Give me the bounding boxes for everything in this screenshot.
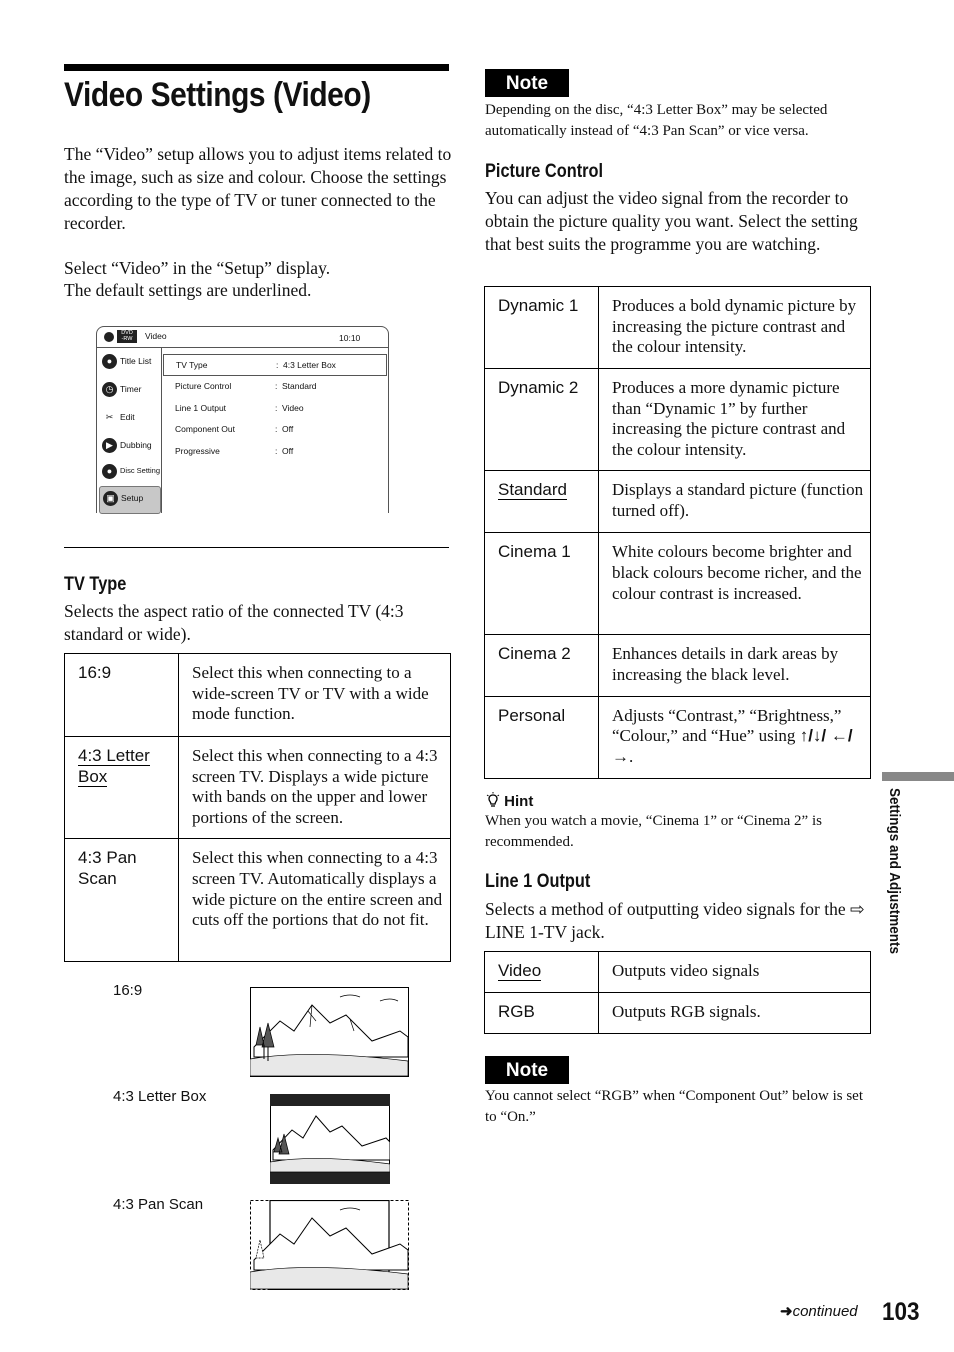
note-text: Depending on the disc, “4:3 Letter Box” may be selected automatically instead of “4:3 Pan Scan” or vice versa. [485,102,828,139]
page-title: Video Settings (Video) [64,76,371,114]
title-list-icon: ● [102,354,117,369]
dvd-rw-logo: DVD -RW [117,330,137,343]
setting-value: Off [282,446,294,456]
menu-item-setup[interactable] [99,486,161,514]
setup-menu [97,348,162,513]
select-instruction: Select “Video” in the “Setup” display. [64,258,331,278]
picture-control-table [484,286,871,779]
table-row [485,287,871,369]
screen-title: Video [145,331,167,341]
note-badge: Note [485,69,569,97]
note-badge: Note [485,1056,569,1084]
screen-top-bar [97,327,388,348]
table-row [485,952,871,993]
option-name: RGB [485,993,599,1034]
setting-row-picture-control[interactable]: Picture Control : Standard [175,381,317,391]
option-description: Enhances details in dark areas by increasing the black level. [599,635,871,696]
option-description: Select this when connecting to a wide-screen TV or TV with a wide mode function. [179,654,451,737]
menu-label: Dubbing [120,440,152,450]
default-note: The default settings are underlined. [64,280,312,300]
menu-item-title-list[interactable] [99,350,159,376]
table-row [485,635,871,696]
pan-scan-illustration [250,1200,409,1290]
option-name: Dynamic 1 [485,287,599,369]
menu-label: Setup [121,493,144,503]
tv-type-table [64,653,451,962]
table-row [485,369,871,471]
option-name-default: Standard [485,471,599,533]
hint-text: When you watch a movie, “Cinema 1” or “Cinema 2” is recommended. [485,813,822,850]
widescreen-landscape-illustration [250,987,409,1077]
table-row [65,839,451,962]
option-description: Displays a standard picture (function turned off). [599,471,871,533]
title-rule [64,64,449,71]
line-input-jack-icon: ⇨ [850,899,865,919]
setting-row-progressive[interactable]: Progressive : Off [175,446,294,456]
setting-key: Component Out [175,424,236,434]
option-name: Personal [485,696,599,778]
menu-label: Title List [120,356,152,366]
menu-label: Edit [120,412,135,422]
tv-type-heading: TV Type [64,574,127,595]
table-row [65,737,451,839]
picture-control-heading: Picture Control [485,161,604,182]
option-name: Cinema 2 [485,635,599,696]
table-row [485,533,871,635]
screen-clock: 10:10 [339,333,361,343]
setting-value: Standard [282,381,317,391]
letterbox-illustration [270,1094,390,1184]
table-row [485,696,871,778]
option-name-default: 4:3 Letter Box [65,737,179,839]
option-description: Adjusts “Contrast,” “Brightness,” “Colour,” and “Hue” using ↑/↓/ ←/→. [599,696,871,778]
continued-indicator: ➜continued [780,1303,858,1320]
line1-output-description: Selects a method of outputting video signals for the ⇨ LINE 1-TV jack. [485,899,865,942]
figure-label-16-9: 16:9 [113,982,143,999]
setting-key: Progressive [175,446,220,456]
scissors-icon: ✂ [102,410,117,425]
page-number: 103 [882,1298,920,1326]
option-name: Dynamic 2 [485,369,599,471]
option-description: Select this when connecting to a 4:3 screen TV. Automatically displays a wide picture on the entire screen and cuts off the portions that do not fit. [179,839,451,962]
setting-row-component-out[interactable]: Component Out : Off [175,424,294,434]
tv-type-description: Selects the aspect ratio of the connected TV (4:3 standard or wide). [64,601,404,644]
intro-paragraph: The “Video” setup allows you to adjust items related to the image, such as size and colour. Choose the settings according to the type of TV or tuner connected to the recorder. [64,144,452,233]
setup-screen [96,326,389,513]
setting-value: Video [282,403,304,413]
disc-icon [104,332,114,342]
setting-key: TV Type [176,360,208,370]
option-name: 4:3 Pan Scan [65,839,179,962]
line1-output-heading: Line 1 Output [485,871,591,892]
table-row [485,993,871,1034]
option-description: Outputs RGB signals. [599,993,871,1034]
section-tab-label: Settings and Adjustments [886,788,903,955]
setting-key: Line 1 Output [175,403,227,413]
menu-label: Timer [120,384,142,394]
option-name: 16:9 [65,654,179,737]
disc-setting-icon: ● [102,464,117,479]
setting-row-line1-output[interactable]: Line 1 Output : Video [175,403,304,413]
menu-item-disc-setting[interactable] [99,460,159,486]
line1-output-table [484,951,871,1034]
menu-item-dubbing[interactable] [99,434,159,460]
picture-control-description: You can adjust the video signal from the recorder to obtain the picture quality you want. Select the setting that best suits the programme you are watching. [485,188,858,254]
figure-label-pan-scan: 4:3 Pan Scan [113,1196,204,1213]
timer-icon: ◷ [102,382,117,397]
option-description: Produces a more dynamic picture than “Dynamic 1” by further increasing the picture contrast and the colour intensity. [599,369,871,471]
menu-label: Disc Setting [120,466,161,475]
table-row [65,654,451,737]
setting-row-tv-type[interactable]: TV Type : 4:3 Letter Box [163,354,387,376]
dubbing-icon: ▶ [102,438,117,453]
option-description: White colours become brighter and black colours become richer, and the colour contrast is increased. [599,533,871,635]
arrow-right-icon: ➜ [780,1303,793,1320]
setting-value: 4:3 Letter Box [283,360,336,370]
section-divider [64,547,449,548]
setting-key: Picture Control [175,381,232,391]
option-description: Select this when connecting to a 4:3 screen TV. Displays a wide picture with bands on the upper and lower portions of the screen. [179,737,451,839]
arrow-keys-icon: ↑/↓/ ←/→ [612,726,853,766]
toolbox-icon: ▣ [103,491,118,506]
lightbulb-icon [486,792,500,808]
table-row [485,471,871,533]
note-text: You cannot select “RGB” when “Component Out” below is set to “On.” [485,1088,863,1125]
option-name: Cinema 1 [485,533,599,635]
menu-item-timer[interactable] [99,378,159,404]
option-name-default: Video [485,952,599,993]
menu-item-edit[interactable] [99,406,159,432]
option-description: Produces a bold dynamic picture by increasing the picture contrast and the colour intensity. [599,287,871,369]
option-description: Outputs video signals [599,952,871,993]
hint-heading: Hint [486,792,533,810]
setting-value: Off [282,424,294,434]
figure-label-letter-box: 4:3 Letter Box [113,1088,207,1105]
section-tab-marker [882,772,954,781]
